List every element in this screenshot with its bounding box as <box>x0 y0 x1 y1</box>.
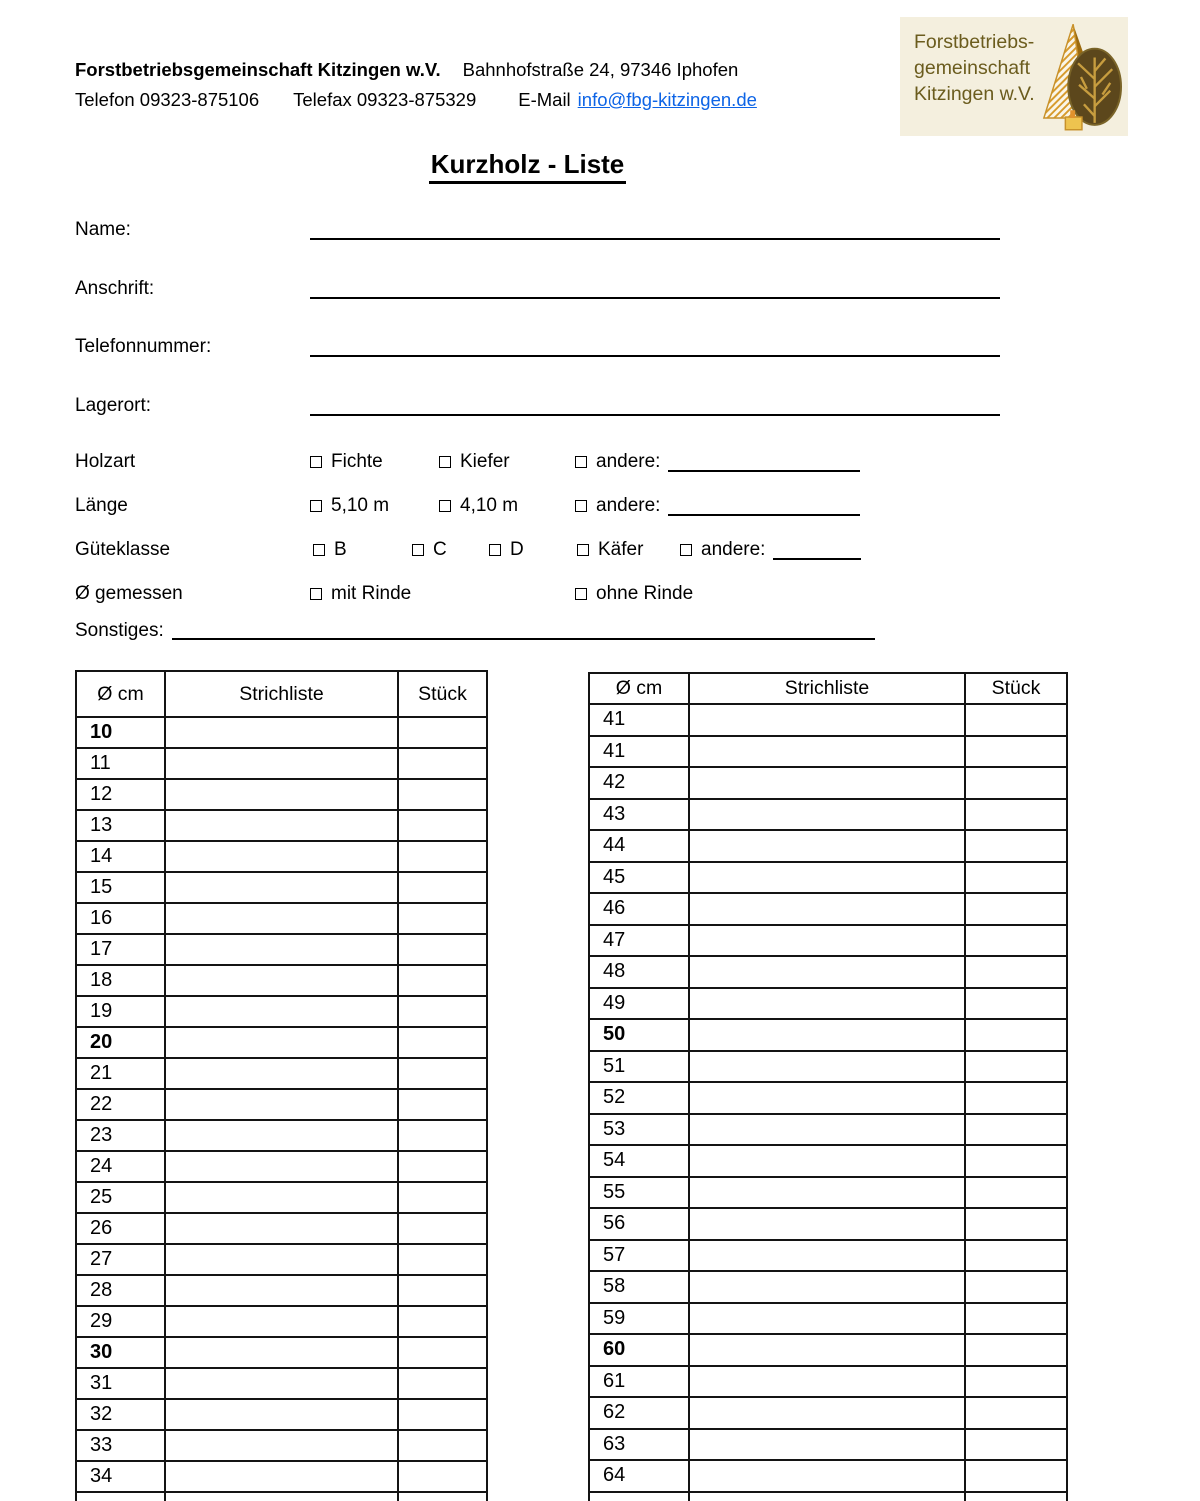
diameter-cell: 20 <box>76 1027 165 1058</box>
stueck-cell[interactable] <box>965 1492 1067 1501</box>
stueck-cell[interactable] <box>398 779 487 810</box>
stueck-cell[interactable] <box>398 1058 487 1089</box>
diameter-cell: 60 <box>589 1334 689 1366</box>
fill-in-line[interactable] <box>172 620 875 640</box>
logo <box>900 17 1128 136</box>
fill-in-line[interactable] <box>310 219 1000 240</box>
checkbox-option-holzart-1[interactable] <box>439 451 510 473</box>
diameter-cell: 28 <box>76 1275 165 1306</box>
table-row <box>76 1244 487 1275</box>
stueck-cell[interactable] <box>398 1182 487 1213</box>
option-text: 4,10 m <box>460 495 519 516</box>
diameter-cell: 25 <box>76 1182 165 1213</box>
checkbox-icon[interactable] <box>310 500 322 512</box>
table-row <box>589 925 1067 957</box>
strichliste-cell[interactable] <box>689 1082 965 1114</box>
strichliste-cell[interactable] <box>689 1240 965 1272</box>
diameter-cell: 41 <box>589 736 689 768</box>
option-text: Fichte <box>331 451 383 472</box>
strichliste-cell[interactable] <box>165 1399 398 1430</box>
table-row <box>76 903 487 934</box>
field-row-telefonnummer <box>75 336 1005 360</box>
col-header-stueck: Stück <box>398 671 487 717</box>
diameter-cell: 34 <box>76 1461 165 1492</box>
checkbox-option-gueteklasse-1[interactable] <box>412 539 447 561</box>
stueck-cell[interactable] <box>398 872 487 903</box>
checkbox-icon[interactable] <box>489 544 501 556</box>
diameter-cell: 56 <box>589 1208 689 1240</box>
col-header-dia: Ø cm <box>589 673 689 704</box>
stueck-cell[interactable] <box>398 810 487 841</box>
strichliste-cell[interactable] <box>689 1051 965 1083</box>
fill-in-line[interactable] <box>668 497 860 516</box>
diameter-cell: 54 <box>589 1145 689 1177</box>
diameter-cell: 50 <box>589 1019 689 1051</box>
checkbox-option-gueteklasse-3[interactable] <box>577 539 643 561</box>
logo-text-line1: Forstbetriebs- <box>914 31 1035 53</box>
stueck-cell[interactable] <box>398 1430 487 1461</box>
logo-trees-icon <box>1038 22 1122 132</box>
fill-in-line[interactable] <box>310 395 1000 416</box>
table-row <box>589 1397 1067 1429</box>
checkbox-option-gueteklasse-4[interactable] <box>680 539 861 561</box>
option-text: B <box>334 539 347 560</box>
strichliste-cell[interactable] <box>165 872 398 903</box>
diameter-cell: 14 <box>76 841 165 872</box>
stueck-cell[interactable] <box>398 903 487 934</box>
table-row <box>76 748 487 779</box>
stueck-cell[interactable] <box>398 1120 487 1151</box>
strichliste-cell[interactable] <box>165 1151 398 1182</box>
diameter-cell: 52 <box>589 1082 689 1114</box>
stueck-cell[interactable] <box>965 1114 1067 1146</box>
strichliste-cell[interactable] <box>165 1027 398 1058</box>
col-header-strichliste: Strichliste <box>165 671 398 717</box>
phone-number: Telefon 09323-875106 <box>75 89 260 110</box>
option-text: andere: <box>596 451 661 472</box>
strichliste-cell[interactable] <box>165 1430 398 1461</box>
strichliste-cell[interactable] <box>165 810 398 841</box>
tally-table-right <box>588 672 1068 1501</box>
checkbox-icon[interactable] <box>575 456 587 468</box>
strichliste-cell[interactable] <box>689 799 965 831</box>
stueck-cell[interactable] <box>398 1244 487 1275</box>
table-row <box>76 872 487 903</box>
col-header-strichliste: Strichliste <box>689 673 965 704</box>
stueck-cell[interactable] <box>965 1240 1067 1272</box>
title-row <box>75 149 980 184</box>
strichliste-cell[interactable] <box>689 1019 965 1051</box>
sonstiges-label: Sonstiges: <box>75 620 164 641</box>
table-row <box>76 779 487 810</box>
diameter-cell: 26 <box>76 1213 165 1244</box>
strichliste-cell[interactable] <box>689 1492 965 1501</box>
logo-text-line2: gemeinschaft <box>914 57 1030 80</box>
strichliste-cell[interactable] <box>165 1089 398 1120</box>
diameter-cell: 12 <box>76 779 165 810</box>
strichliste-cell[interactable] <box>165 1492 398 1501</box>
option-text: C <box>433 539 447 560</box>
stueck-cell[interactable] <box>398 841 487 872</box>
table-row <box>589 1019 1067 1051</box>
diameter-cell: 18 <box>76 965 165 996</box>
option-text: 5,10 m <box>331 495 390 516</box>
table-header-row <box>76 671 487 717</box>
diameter-cell: 27 <box>76 1244 165 1275</box>
table-row <box>76 1120 487 1151</box>
table-row <box>589 1366 1067 1398</box>
checkbox-option-laenge-1[interactable] <box>439 495 518 517</box>
diameter-cell: 10 <box>76 717 165 748</box>
stueck-cell[interactable] <box>398 1399 487 1430</box>
stueck-cell[interactable] <box>398 996 487 1027</box>
diameter-cell: 61 <box>589 1366 689 1398</box>
table-row <box>76 1275 487 1306</box>
option-row-label: Ø gemessen <box>75 583 183 604</box>
table-row <box>76 1089 487 1120</box>
option-row-label: Güteklasse <box>75 539 171 560</box>
stueck-cell[interactable] <box>965 988 1067 1020</box>
table-row <box>589 1145 1067 1177</box>
diameter-cell: 11 <box>76 748 165 779</box>
table-row <box>76 1430 487 1461</box>
stueck-cell[interactable] <box>398 1027 487 1058</box>
table-row <box>76 1213 487 1244</box>
diameter-cell: 49 <box>589 988 689 1020</box>
strichliste-cell[interactable] <box>689 1429 965 1461</box>
strichliste-cell[interactable] <box>165 1337 398 1368</box>
checkbox-option-laenge-2[interactable] <box>575 495 860 517</box>
diameter-cell <box>589 1492 689 1501</box>
field-row-anschrift <box>75 278 1005 302</box>
checkbox-option-durchmesser-0[interactable] <box>310 583 411 605</box>
stueck-cell[interactable] <box>965 1366 1067 1398</box>
stueck-cell[interactable] <box>965 1082 1067 1114</box>
page-title: Kurzholz - Liste <box>429 149 627 184</box>
fill-in-line[interactable] <box>310 336 1000 357</box>
stueck-cell[interactable] <box>398 1275 487 1306</box>
strichliste-cell[interactable] <box>689 1397 965 1429</box>
logo-text <box>914 29 1035 107</box>
org-name: Forstbetriebsgemeinschaft Kitzingen w.V. <box>75 59 441 80</box>
table-row <box>76 934 487 965</box>
stueck-cell[interactable] <box>965 925 1067 957</box>
strichliste-cell[interactable] <box>165 1213 398 1244</box>
diameter-cell: 32 <box>76 1399 165 1430</box>
stueck-cell[interactable] <box>965 799 1067 831</box>
strichliste-cell[interactable] <box>165 996 398 1027</box>
fill-in-line[interactable] <box>668 453 860 472</box>
diameter-cell: 29 <box>76 1306 165 1337</box>
field-label: Lagerort: <box>75 395 152 416</box>
strichliste-cell[interactable] <box>165 1368 398 1399</box>
option-row-gueteklasse <box>0 539 1100 565</box>
strichliste-cell[interactable] <box>165 934 398 965</box>
strichliste-cell[interactable] <box>165 1306 398 1337</box>
diameter-cell: 44 <box>589 830 689 862</box>
checkbox-icon[interactable] <box>575 588 587 600</box>
strichliste-cell[interactable] <box>689 1303 965 1335</box>
diameter-cell: 43 <box>589 799 689 831</box>
strichliste-cell[interactable] <box>689 704 965 736</box>
stueck-cell[interactable] <box>965 1429 1067 1461</box>
diameter-cell: 45 <box>589 862 689 894</box>
table-row <box>589 1492 1067 1501</box>
table-row <box>76 1337 487 1368</box>
diameter-cell: 59 <box>589 1303 689 1335</box>
strichliste-cell[interactable] <box>165 1275 398 1306</box>
strichliste-cell[interactable] <box>689 767 965 799</box>
stueck-cell[interactable] <box>398 1151 487 1182</box>
strichliste-cell[interactable] <box>689 830 965 862</box>
strichliste-cell[interactable] <box>689 893 965 925</box>
email-link[interactable]: info@fbg-kitzingen.de <box>577 89 757 110</box>
table-row <box>589 1271 1067 1303</box>
stueck-cell[interactable] <box>398 965 487 996</box>
strichliste-cell[interactable] <box>689 1460 965 1492</box>
diameter-cell: 13 <box>76 810 165 841</box>
option-text: andere: <box>701 539 766 560</box>
stueck-cell[interactable] <box>398 1306 487 1337</box>
diameter-cell: 33 <box>76 1430 165 1461</box>
table-row <box>76 996 487 1027</box>
diameter-cell <box>76 1492 165 1501</box>
diameter-cell: 48 <box>589 956 689 988</box>
diameter-cell: 31 <box>76 1368 165 1399</box>
stueck-cell[interactable] <box>398 748 487 779</box>
header-line-2 <box>75 89 757 111</box>
sonstiges-row <box>75 620 1005 644</box>
table-row <box>589 956 1067 988</box>
option-text: mit Rinde <box>331 583 412 604</box>
option-row-label: Länge <box>75 495 128 516</box>
field-label: Name: <box>75 219 131 240</box>
strichliste-cell[interactable] <box>689 862 965 894</box>
header-line-1 <box>75 59 738 81</box>
checkbox-icon[interactable] <box>439 456 451 468</box>
table-row <box>76 810 487 841</box>
table-row <box>589 1082 1067 1114</box>
diameter-cell: 16 <box>76 903 165 934</box>
stueck-cell[interactable] <box>965 1334 1067 1366</box>
stueck-cell[interactable] <box>398 717 487 748</box>
stueck-cell[interactable] <box>398 1213 487 1244</box>
stueck-cell[interactable] <box>965 1303 1067 1335</box>
stueck-cell[interactable] <box>965 1019 1067 1051</box>
stueck-cell[interactable] <box>965 893 1067 925</box>
table-row <box>76 1368 487 1399</box>
checkbox-icon[interactable] <box>577 544 589 556</box>
stueck-cell[interactable] <box>965 1271 1067 1303</box>
strichliste-cell[interactable] <box>689 1271 965 1303</box>
table-row <box>589 1334 1067 1366</box>
table-row <box>76 965 487 996</box>
table-row <box>589 1303 1067 1335</box>
strichliste-cell[interactable] <box>165 841 398 872</box>
stueck-cell[interactable] <box>398 1492 487 1501</box>
strichliste-cell[interactable] <box>165 1244 398 1275</box>
strichliste-cell[interactable] <box>689 1208 965 1240</box>
checkbox-icon[interactable] <box>310 588 322 600</box>
stueck-cell[interactable] <box>398 934 487 965</box>
option-text: D <box>510 539 524 560</box>
field-label: Anschrift: <box>75 278 155 299</box>
table-row <box>589 736 1067 768</box>
table-row <box>589 988 1067 1020</box>
table-row <box>76 1399 487 1430</box>
strichliste-cell[interactable] <box>165 1461 398 1492</box>
table-row <box>589 1429 1067 1461</box>
option-text: Käfer <box>598 539 644 560</box>
stueck-cell[interactable] <box>398 1461 487 1492</box>
table-row <box>589 1177 1067 1209</box>
field-label: Telefonnummer: <box>75 336 212 357</box>
diameter-cell: 19 <box>76 996 165 1027</box>
strichliste-cell[interactable] <box>165 779 398 810</box>
diameter-cell: 22 <box>76 1089 165 1120</box>
diameter-cell: 64 <box>589 1460 689 1492</box>
diameter-cell: 57 <box>589 1240 689 1272</box>
diameter-cell: 30 <box>76 1337 165 1368</box>
checkbox-icon[interactable] <box>310 456 322 468</box>
org-address: Bahnhofstraße 24, 97346 Iphofen <box>462 59 739 80</box>
stueck-cell[interactable] <box>965 862 1067 894</box>
diameter-cell: 21 <box>76 1058 165 1089</box>
strichliste-cell[interactable] <box>165 965 398 996</box>
stueck-cell[interactable] <box>965 956 1067 988</box>
checkbox-icon[interactable] <box>439 500 451 512</box>
checkbox-option-holzart-2[interactable] <box>575 451 860 473</box>
diameter-cell: 23 <box>76 1120 165 1151</box>
email-label: E-Mail <box>518 89 571 110</box>
logo-text-line3: Kitzingen w.V. <box>914 83 1035 106</box>
checkbox-icon[interactable] <box>412 544 424 556</box>
diameter-cell: 55 <box>589 1177 689 1209</box>
option-row-durchmesser <box>0 583 1100 609</box>
diameter-cell: 62 <box>589 1397 689 1429</box>
checkbox-option-durchmesser-1[interactable] <box>575 583 693 605</box>
table-row <box>589 1208 1067 1240</box>
diameter-cell: 41 <box>589 704 689 736</box>
strichliste-cell[interactable] <box>165 903 398 934</box>
strichliste-cell[interactable] <box>689 1114 965 1146</box>
table-row <box>76 1182 487 1213</box>
strichliste-cell[interactable] <box>689 1366 965 1398</box>
field-row-lagerort <box>75 395 1005 419</box>
checkbox-option-gueteklasse-2[interactable] <box>489 539 524 561</box>
table-row <box>76 1151 487 1182</box>
stueck-cell[interactable] <box>965 1208 1067 1240</box>
strichliste-cell[interactable] <box>689 736 965 768</box>
stueck-cell[interactable] <box>965 1460 1067 1492</box>
diameter-cell: 58 <box>589 1271 689 1303</box>
diameter-cell: 15 <box>76 872 165 903</box>
table-row <box>589 893 1067 925</box>
stueck-cell[interactable] <box>965 830 1067 862</box>
strichliste-cell[interactable] <box>165 748 398 779</box>
fill-in-line[interactable] <box>310 278 1000 299</box>
table-row <box>76 1461 487 1492</box>
table-row <box>76 841 487 872</box>
checkbox-option-holzart-0[interactable] <box>310 451 383 473</box>
option-row-holzart <box>0 451 1100 477</box>
strichliste-cell[interactable] <box>689 1145 965 1177</box>
strichliste-cell[interactable] <box>689 988 965 1020</box>
strichliste-cell[interactable] <box>689 925 965 957</box>
table-row <box>589 767 1067 799</box>
table-row <box>76 1492 487 1501</box>
option-row-label: Holzart <box>75 451 136 472</box>
table-row <box>589 1240 1067 1272</box>
checkbox-icon[interactable] <box>575 500 587 512</box>
stueck-cell[interactable] <box>965 704 1067 736</box>
diameter-cell: 17 <box>76 934 165 965</box>
checkbox-icon[interactable] <box>313 544 325 556</box>
col-header-stueck: Stück <box>965 673 1067 704</box>
stueck-cell[interactable] <box>398 1368 487 1399</box>
strichliste-cell[interactable] <box>165 1058 398 1089</box>
option-text: andere: <box>596 495 661 516</box>
stueck-cell[interactable] <box>965 767 1067 799</box>
checkbox-option-gueteklasse-0[interactable] <box>313 539 347 561</box>
fill-in-line[interactable] <box>773 541 861 560</box>
tally-table-left <box>75 670 488 1501</box>
strichliste-cell[interactable] <box>165 1182 398 1213</box>
option-row-laenge <box>0 495 1100 521</box>
table-row <box>76 717 487 748</box>
diameter-cell: 46 <box>589 893 689 925</box>
table-row <box>589 799 1067 831</box>
option-text: Kiefer <box>460 451 510 472</box>
stueck-cell[interactable] <box>965 1397 1067 1429</box>
checkbox-option-laenge-0[interactable] <box>310 495 389 517</box>
diameter-cell: 53 <box>589 1114 689 1146</box>
table-row <box>76 1306 487 1337</box>
table-row <box>589 1460 1067 1492</box>
stueck-cell[interactable] <box>965 736 1067 768</box>
table-row <box>76 1027 487 1058</box>
stueck-cell[interactable] <box>965 1051 1067 1083</box>
strichliste-cell[interactable] <box>165 1120 398 1151</box>
stueck-cell[interactable] <box>965 1177 1067 1209</box>
diameter-cell: 24 <box>76 1151 165 1182</box>
strichliste-cell[interactable] <box>689 1177 965 1209</box>
strichliste-cell[interactable] <box>689 956 965 988</box>
table-row <box>589 862 1067 894</box>
col-header-dia: Ø cm <box>76 671 165 717</box>
strichliste-cell[interactable] <box>165 717 398 748</box>
checkbox-icon[interactable] <box>680 544 692 556</box>
fax-number: Telefax 09323-875329 <box>293 89 477 110</box>
diameter-cell: 47 <box>589 925 689 957</box>
stueck-cell[interactable] <box>398 1337 487 1368</box>
diameter-cell: 42 <box>589 767 689 799</box>
table-row <box>76 1058 487 1089</box>
table-row <box>589 1114 1067 1146</box>
table-row <box>589 830 1067 862</box>
table-row <box>589 1051 1067 1083</box>
strichliste-cell[interactable] <box>689 1334 965 1366</box>
table-row <box>589 704 1067 736</box>
field-row-name <box>75 219 1005 243</box>
stueck-cell[interactable] <box>398 1089 487 1120</box>
option-text: ohne Rinde <box>596 583 694 604</box>
diameter-cell: 63 <box>589 1429 689 1461</box>
diameter-cell: 51 <box>589 1051 689 1083</box>
stueck-cell[interactable] <box>965 1145 1067 1177</box>
table-header-row <box>589 673 1067 704</box>
